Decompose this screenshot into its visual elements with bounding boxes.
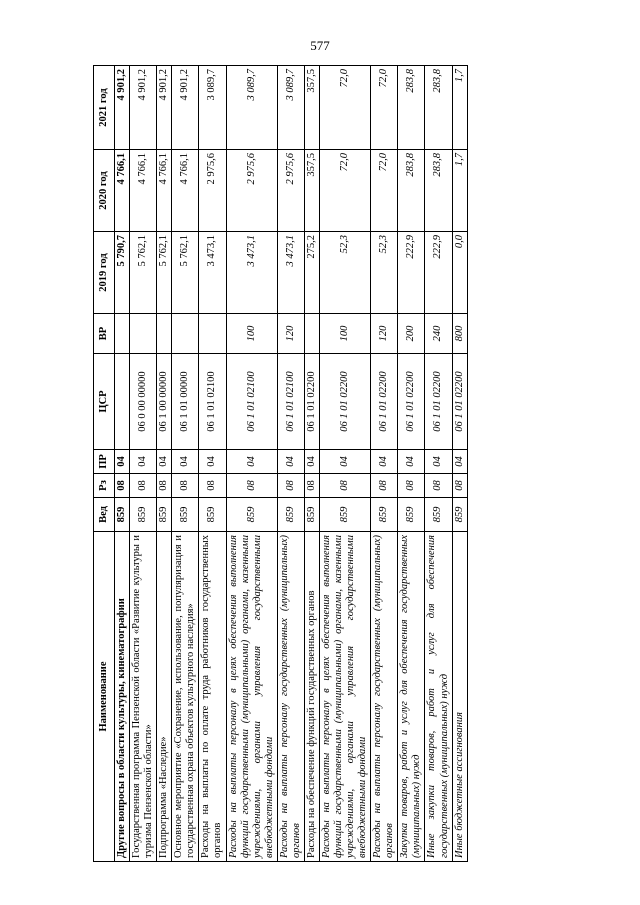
name-cell: Иные закупки товаров, работ и услуг для обеспечения государственных (муниципальных) нужд — [425, 532, 452, 862]
value-2021-cell: 4 901,2 — [172, 66, 199, 150]
csr-cell: 06 1 01 00000 — [172, 354, 199, 450]
rz-cell: 08 — [199, 474, 226, 498]
rz-cell: 08 — [157, 474, 172, 498]
value-2020-cell: 2 975,6 — [226, 150, 277, 232]
pr-cell: 04 — [425, 450, 452, 474]
ved-cell: 859 — [425, 498, 452, 532]
value-2020-cell: 72,0 — [371, 150, 398, 232]
table-row — [319, 66, 370, 862]
vr-cell: 800 — [452, 314, 467, 354]
pr-cell: 04 — [452, 450, 467, 474]
pr-cell: 04 — [371, 450, 398, 474]
budget-table — [93, 65, 468, 862]
value-2020-cell: 283,8 — [425, 150, 452, 232]
header-cell: 2020 год — [94, 150, 115, 232]
value-2021-cell: 4 901,2 — [157, 66, 172, 150]
value-2021-cell: 3 089,7 — [226, 66, 277, 150]
csr-cell: 06 1 01 02100 — [199, 354, 226, 450]
vr-cell — [130, 314, 157, 354]
ved-cell: 859 — [304, 498, 319, 532]
pr-cell: 04 — [130, 450, 157, 474]
csr-cell: 06 1 01 02200 — [371, 354, 398, 450]
rz-cell: 08 — [130, 474, 157, 498]
value-2019-cell: 0,0 — [452, 232, 467, 314]
csr-cell: 06 1 01 02100 — [277, 354, 304, 450]
rz-cell: 08 — [304, 474, 319, 498]
page-number: 577 — [310, 38, 330, 53]
value-2019-cell: 5 790,7 — [115, 232, 130, 314]
value-2019-cell: 52,3 — [371, 232, 398, 314]
value-2019-cell: 222,9 — [425, 232, 452, 314]
csr-cell: 06 0 00 00000 — [130, 354, 157, 450]
value-2021-cell: 357,5 — [304, 66, 319, 150]
rz-cell: 08 — [172, 474, 199, 498]
name-cell: Другие вопросы в области культуры, кинематографии — [115, 532, 130, 862]
ved-cell: 859 — [172, 498, 199, 532]
vr-cell — [199, 314, 226, 354]
name-cell: Расходы на выплаты персоналу государственных (муниципальных) органов — [277, 532, 304, 862]
value-2019-cell: 3 473,1 — [226, 232, 277, 314]
csr-cell: 06 1 01 02200 — [398, 354, 425, 450]
value-2020-cell: 1,7 — [452, 150, 467, 232]
value-2020-cell: 4 766,1 — [115, 150, 130, 232]
name-cell: Подпрограмма «Наследие» — [157, 532, 172, 862]
value-2021-cell: 1,7 — [452, 66, 467, 150]
ved-cell: 859 — [277, 498, 304, 532]
value-2020-cell: 2 975,6 — [277, 150, 304, 232]
value-2021-cell: 4 901,2 — [115, 66, 130, 150]
header-cell: 2021 год — [94, 66, 115, 150]
value-2019-cell: 3 473,1 — [199, 232, 226, 314]
csr-cell: 06 1 01 02200 — [425, 354, 452, 450]
pr-cell: 04 — [277, 450, 304, 474]
csr-cell: 06 1 01 02100 — [226, 354, 277, 450]
value-2019-cell: 52,3 — [319, 232, 370, 314]
pr-cell: 04 — [199, 450, 226, 474]
vr-cell — [304, 314, 319, 354]
value-2021-cell: 4 901,2 — [130, 66, 157, 150]
header-cell: ВР — [94, 314, 115, 354]
name-cell: Расходы на выплаты персоналу государственных (муниципальных) органов — [371, 532, 398, 862]
name-cell: Расходы на выплаты персоналу в целях обеспечения выполнения функций государственными (муниципальными) органами, казенными учреждениями, органами управления государственными внебюджетными фондами — [319, 532, 370, 862]
table-header — [94, 66, 115, 862]
pr-cell: 04 — [304, 450, 319, 474]
value-2020-cell: 72,0 — [319, 150, 370, 232]
rotated-page-content — [93, 66, 573, 862]
value-2021-cell: 283,8 — [398, 66, 425, 150]
table-row — [425, 66, 452, 862]
value-2019-cell: 275,2 — [304, 232, 319, 314]
ved-cell: 859 — [226, 498, 277, 532]
rz-cell: 08 — [115, 474, 130, 498]
value-2020-cell: 2 975,6 — [199, 150, 226, 232]
value-2019-cell: 5 762,1 — [157, 232, 172, 314]
table-row — [398, 66, 425, 862]
rz-cell: 08 — [226, 474, 277, 498]
pr-cell: 04 — [157, 450, 172, 474]
ved-cell: 859 — [157, 498, 172, 532]
pr-cell: 04 — [398, 450, 425, 474]
ved-cell: 859 — [199, 498, 226, 532]
value-2019-cell: 3 473,1 — [277, 232, 304, 314]
rz-cell: 08 — [277, 474, 304, 498]
header-cell: ЦСР — [94, 354, 115, 450]
value-2020-cell: 357,5 — [304, 150, 319, 232]
table-row — [172, 66, 199, 862]
name-cell: Расходы на выплаты по оплате труда работников государственных органов — [199, 532, 226, 862]
value-2019-cell: 5 762,1 — [130, 232, 157, 314]
header-cell: ПР — [94, 450, 115, 474]
csr-cell: 06 1 01 02200 — [319, 354, 370, 450]
ved-cell: 859 — [130, 498, 157, 532]
table-row — [226, 66, 277, 862]
table-body — [115, 66, 468, 862]
vr-cell: 100 — [226, 314, 277, 354]
header-cell: 2019 год — [94, 232, 115, 314]
value-2021-cell: 3 089,7 — [199, 66, 226, 150]
ved-cell: 859 — [398, 498, 425, 532]
pr-cell: 04 — [115, 450, 130, 474]
value-2019-cell: 222,9 — [398, 232, 425, 314]
table-row — [371, 66, 398, 862]
table-row — [157, 66, 172, 862]
value-2020-cell: 4 766,1 — [172, 150, 199, 232]
value-2021-cell: 3 089,7 — [277, 66, 304, 150]
rz-cell: 08 — [319, 474, 370, 498]
ved-cell: 859 — [452, 498, 467, 532]
vr-cell: 120 — [371, 314, 398, 354]
name-cell: Основное мероприятие «Сохранение, использование, популяризация и государственная охрана объектов культурного наследия» — [172, 532, 199, 862]
rz-cell: 08 — [398, 474, 425, 498]
vr-cell: 100 — [319, 314, 370, 354]
value-2020-cell: 4 766,1 — [130, 150, 157, 232]
value-2019-cell: 5 762,1 — [172, 232, 199, 314]
name-cell: Расходы на обеспечение функций государственных органов — [304, 532, 319, 862]
ved-cell: 859 — [115, 498, 130, 532]
pr-cell: 04 — [226, 450, 277, 474]
value-2021-cell: 72,0 — [319, 66, 370, 150]
rz-cell: 08 — [452, 474, 467, 498]
table-row — [304, 66, 319, 862]
rz-cell: 08 — [425, 474, 452, 498]
ved-cell: 859 — [319, 498, 370, 532]
name-cell: Иные бюджетные ассигнования — [452, 532, 467, 862]
value-2021-cell: 283,8 — [425, 66, 452, 150]
vr-cell: 240 — [425, 314, 452, 354]
csr-cell: 06 1 00 00000 — [157, 354, 172, 450]
value-2020-cell: 283,8 — [398, 150, 425, 232]
header-cell: Наименование — [94, 532, 115, 862]
csr-cell — [115, 354, 130, 450]
value-2020-cell: 4 766,1 — [157, 150, 172, 232]
name-cell: Государственная программа Пензенской области «Развитие культуры и туризма Пензенской области» — [130, 532, 157, 862]
csr-cell: 06 1 01 02200 — [452, 354, 467, 450]
csr-cell: 06 1 01 02200 — [304, 354, 319, 450]
header-cell: Рз — [94, 474, 115, 498]
name-cell: Расходы на выплаты персоналу в целях обеспечения выполнения функций государственными (муниципальными) органами, казенными учреждениями, органами управления государственными внебюджетными фондами — [226, 532, 277, 862]
table-row — [115, 66, 130, 862]
vr-cell: 120 — [277, 314, 304, 354]
value-2021-cell: 72,0 — [371, 66, 398, 150]
vr-cell — [172, 314, 199, 354]
header-cell: Вед — [94, 498, 115, 532]
vr-cell — [115, 314, 130, 354]
vr-cell: 200 — [398, 314, 425, 354]
table-row — [452, 66, 467, 862]
rz-cell: 08 — [371, 474, 398, 498]
pr-cell: 04 — [172, 450, 199, 474]
vr-cell — [157, 314, 172, 354]
name-cell: Закупка товаров, работ и услуг для обеспечения государственных (муниципальных) нужд — [398, 532, 425, 862]
table-row — [199, 66, 226, 862]
table-row — [277, 66, 304, 862]
ved-cell: 859 — [371, 498, 398, 532]
table-row — [130, 66, 157, 862]
pr-cell: 04 — [319, 450, 370, 474]
